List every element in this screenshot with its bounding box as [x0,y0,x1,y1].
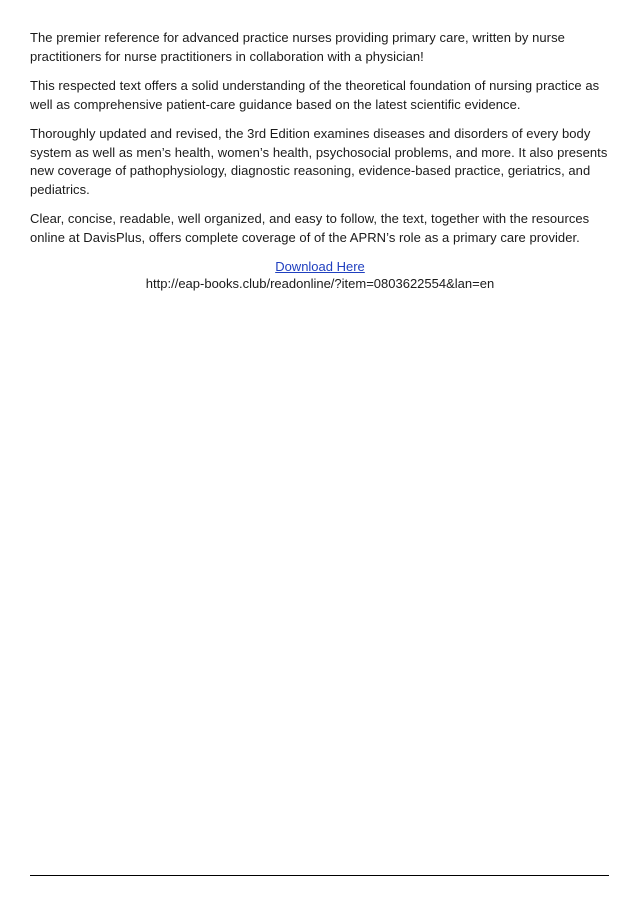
download-block [30,258,610,292]
description-paragraph-2: This respected text offers a solid understanding of the theoretical foundation of nursing practice as well as comprehensive patient-care guidance based on the latest scientific evidence. [30,78,600,112]
document-page [30,29,610,292]
description-paragraph-3: Thoroughly updated and revised, the 3rd Edition examines diseases and disorders of every body system as well as men’s health, women’s health, psychosocial problems, and more. It also presents new coverage of pathophysiology, diagnostic reasoning, evidence-based practice, geriatrics, and pediatrics. [30,126,608,197]
download-here-link[interactable]: Download Here [275,259,365,274]
description-paragraph-4: Clear, concise, readable, well organized, and easy to follow, the text, together with the resources online at DavisPlus, offers complete coverage of of the APRN’s role as a primary care provider. [30,211,590,245]
description-paragraph-1: The premier reference for advanced practice nurses providing primary care, written by nurse practitioners for nurse practitioners in collaboration with a physician! [30,30,565,64]
download-url-text: http://eap-books.club/readonline/?item=0803622554&lan=en [145,276,495,291]
footer-divider [30,875,609,876]
